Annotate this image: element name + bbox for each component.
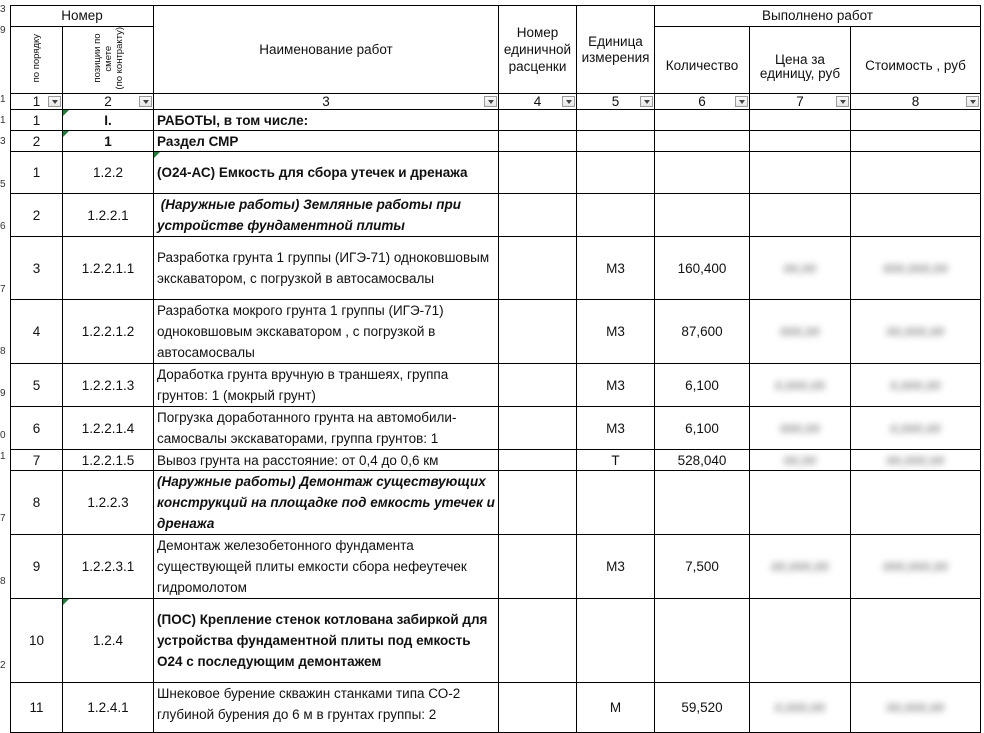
table-row[interactable] [11,152,981,194]
cell-price[interactable] [750,237,851,300]
cell-rascenka[interactable] [499,364,577,407]
col-number-cell[interactable] [499,94,577,110]
cell-name[interactable]: (ПОС) Крепление стенок котлована забиркой для устройства фундаментной плиты под емкость О24 с последующим демонтажем [154,599,499,683]
cell-n[interactable]: 2 [11,194,63,237]
cell-unit[interactable] [577,194,655,237]
cell-cost[interactable] [851,237,981,300]
table-row[interactable] [11,300,981,364]
cell-n[interactable]: 1 [11,110,63,131]
redacted-value: ##,###,## [771,559,829,574]
redacted-value: ##,## [783,452,817,468]
col-number-cell[interactable] [655,94,750,110]
cell-cost[interactable] [851,471,981,535]
redacted-value: ##,## [783,260,817,276]
cell-name[interactable]: Раздел СМР [154,131,499,152]
cell-qty[interactable]: 6,100 [655,364,750,407]
row-header[interactable]: 1 [0,94,6,105]
cell-rascenka[interactable] [499,535,577,599]
cell-n[interactable]: 7 [11,450,63,471]
cell-name[interactable]: Погрузка доработанного грунта на автомобили-самосвалы экскаваторами, группа грунтов: 1 [154,407,499,450]
col-number-cell[interactable] [577,94,655,110]
cell-qty[interactable]: 7,500 [655,535,750,599]
header-naimenovanie[interactable]: Наименование работ [154,6,499,94]
cell-rascenka[interactable] [499,599,577,683]
cell-name[interactable]: Доработка грунта вручную в траншеях, группа грунтов: 1 (мокрый грунт) [154,364,499,407]
cell-name[interactable]: (О24-АС) Емкость для сбора утечек и дренажа [154,152,499,194]
cell-n[interactable]: 9 [11,535,63,599]
cell-qty[interactable] [655,152,750,194]
cell-unit[interactable] [577,471,655,535]
cell-pos[interactable]: 1.2.2.1.2 [63,300,154,364]
cell-cost[interactable] [851,683,981,733]
cell-rascenka[interactable] [499,450,577,471]
row-header[interactable]: 9 [0,388,6,399]
cell-pos[interactable]: 1.2.2.3 [63,471,154,535]
table-row[interactable] [11,364,981,407]
redacted-value: ###,## [780,324,820,339]
cell-n[interactable]: 11 [11,683,63,733]
cell-name[interactable]: Вывоз грунта на расстояние: от 0,4 до 0,6 км [154,450,499,471]
row-header[interactable]: 1 [0,451,6,462]
cell-n[interactable]: 6 [11,407,63,450]
cell-unit[interactable] [577,599,655,683]
cell-name[interactable]: Разработка мокрого грунта 1 группы (ИГЭ-71) одноковшовым экскаватором , с погрузкой в автосамосвалы [154,300,499,364]
table-row[interactable] [11,194,981,237]
col-number: 4 [533,94,542,109]
header-cena[interactable]: Цена за единицу, руб [750,27,851,94]
col-number: 3 [322,94,330,109]
row-header[interactable]: 8 [0,346,6,357]
cell-rascenka[interactable] [499,131,577,152]
cell-qty[interactable]: 6,100 [655,407,750,450]
cell-rascenka[interactable] [499,471,577,535]
cell-price[interactable] [750,535,851,599]
cell-price[interactable] [750,194,851,237]
row-header[interactable]: 8 [0,576,6,587]
table-row[interactable] [11,407,981,450]
row-header[interactable]: 5 [0,179,6,190]
cell-unit[interactable]: М3 [577,364,655,407]
cell-name[interactable]: РАБОТЫ, в том числе: [154,110,499,131]
cell-price[interactable] [750,471,851,535]
header-po-poryadku[interactable]: по порядку [11,27,63,94]
cell-cost[interactable] [851,599,981,683]
filter-dropdown-icon[interactable] [139,96,152,107]
row-header[interactable]: 0 [0,430,6,441]
cell-n[interactable]: 10 [11,599,63,683]
cell-qty[interactable] [655,131,750,152]
cell-qty[interactable] [655,471,750,535]
cell-unit[interactable]: М [577,683,655,733]
col-number-cell[interactable] [154,94,499,110]
cell-cost[interactable] [851,131,981,152]
row-header[interactable]: 2 [0,660,6,671]
cell-unit[interactable]: М3 [577,300,655,364]
cell-cost[interactable] [851,152,981,194]
row-header[interactable]: 9 [0,25,6,36]
cell-pos[interactable]: 1.2.4.1 [63,683,154,733]
cell-cost[interactable] [851,535,981,599]
table-row[interactable] [11,131,981,152]
header-edinica[interactable]: Единица измерения [577,6,655,94]
cell-pos[interactable]: 1.2.2 [63,152,154,194]
works-table [10,5,981,733]
header-kolichestvo[interactable]: Количество [655,27,750,94]
cell-name[interactable]: Демонтаж железобетонного фундамента существующей плиты емкости сбора нефеутечек гидромолотом [154,535,499,599]
redacted-value: ###,###,## [882,260,949,276]
col-number: 8 [911,94,920,109]
filter-dropdown-icon[interactable] [640,96,653,107]
col-number: 1 [32,94,41,109]
table-row[interactable] [11,237,981,300]
cell-unit[interactable] [577,131,655,152]
col-number: 6 [698,94,706,109]
cell-pos[interactable]: 1.2.2.1 [63,194,154,237]
cell-price[interactable] [750,450,851,471]
cell-qty[interactable] [655,194,750,237]
cell-price[interactable] [750,300,851,364]
table-row[interactable] [11,110,981,131]
cell-rascenka[interactable] [499,194,577,237]
row-header[interactable]: 1 [0,115,6,126]
header-pozicii[interactable]: позиции по смете (по контракту) [63,27,154,94]
col-number-cell[interactable] [750,94,851,110]
redacted-value: ###,###,## [882,559,949,574]
cell-pos[interactable]: 1.2.2.1.1 [63,237,154,300]
filter-dropdown-icon[interactable] [836,96,849,107]
cell-n[interactable]: 1 [11,152,63,194]
filter-dropdown-icon[interactable] [966,96,979,107]
cell-n[interactable]: 4 [11,300,63,364]
redacted-value: ##,###,## [886,324,945,339]
cell-pos[interactable]: I. [63,110,154,131]
col-number-cell[interactable] [851,94,981,110]
cell-cost[interactable] [851,194,981,237]
table-row[interactable] [11,535,981,599]
table-row[interactable] [11,599,981,683]
col-number-cell[interactable] [11,94,63,110]
cell-name[interactable]: Шнековое бурение скважин станками типа СО-2 глубиной бурения до 6 м в грунтах группы: 2 [154,683,499,733]
row-header[interactable]: 6 [0,221,6,232]
redacted-value: #,###,## [890,420,941,436]
cell-pos[interactable]: 1 [63,131,154,152]
cell-price[interactable] [750,110,851,131]
cell-qty[interactable]: 160,400 [655,237,750,300]
redacted-value: ##,###,## [886,700,945,715]
cell-cost[interactable] [851,300,981,364]
cell-pos[interactable]: 1.2.4 [63,599,154,683]
cell-cost[interactable] [851,364,981,407]
cell-pos[interactable]: 1.2.2.1.4 [63,407,154,450]
col-number-cell[interactable] [63,94,154,110]
cell-pos[interactable]: 1.2.2.1.5 [63,450,154,471]
cell-qty[interactable]: 59,520 [655,683,750,733]
header-vypolneno[interactable]: Выполнено работ [655,6,981,27]
redacted-value: #,###,## [890,377,941,393]
cell-name[interactable]: (Наружные работы) Демонтаж существующих конструкций на площадке под емкость утечек и дренажа [154,471,499,535]
redacted-value: ##,###,## [886,452,945,468]
cell-unit[interactable]: М3 [577,535,655,599]
cell-unit[interactable]: Т [577,450,655,471]
cell-rascenka[interactable] [499,110,577,131]
cell-n[interactable]: 3 [11,237,63,300]
cell-qty[interactable]: 528,040 [655,450,750,471]
cell-price[interactable] [750,364,851,407]
col-number: 5 [611,94,620,109]
cell-rascenka[interactable] [499,237,577,300]
cell-cost[interactable] [851,450,981,471]
cell-qty[interactable] [655,110,750,131]
cell-name[interactable]: (Наружные работы) Земляные работы при устройстве фундаментной плиты [154,194,499,237]
header-nomer-rascenki[interactable]: Номер единичной расценки [499,6,577,94]
header-stoimost[interactable]: Стоимость , руб [851,27,981,94]
redacted-value: #,###,## [774,377,826,393]
cell-price[interactable] [750,407,851,450]
cell-name[interactable]: Разработка грунта 1 группы (ИГЭ-71) одноковшовым экскаватором, с погрузкой в автосамосвалы [154,237,499,300]
redacted-value: ###,## [780,420,820,436]
cell-pos[interactable]: 1.2.2.3.1 [63,535,154,599]
cell-cost[interactable] [851,110,981,131]
table-row[interactable] [11,471,981,535]
cell-unit[interactable]: М3 [577,407,655,450]
cell-qty[interactable] [655,599,750,683]
row-header[interactable]: 3 [0,136,6,147]
row-header[interactable]: 7 [0,513,6,524]
cell-price[interactable] [750,152,851,194]
cell-n[interactable]: 8 [11,471,63,535]
col-number: 7 [796,94,804,109]
cell-price[interactable] [750,599,851,683]
table-row[interactable] [11,450,981,471]
cell-price[interactable] [750,683,851,733]
cell-unit[interactable] [577,152,655,194]
row-header[interactable]: 3 [0,4,6,15]
cell-pos[interactable]: 1.2.2.1.3 [63,364,154,407]
cell-qty[interactable]: 87,600 [655,300,750,364]
cell-n[interactable]: 2 [11,131,63,152]
header-nomer[interactable]: Номер [11,6,154,27]
cell-rascenka[interactable] [499,683,577,733]
cell-n[interactable]: 5 [11,364,63,407]
filter-dropdown-icon[interactable] [48,96,61,107]
filter-dropdown-icon[interactable] [562,96,575,107]
row-header[interactable]: 7 [0,284,6,295]
cell-unit[interactable] [577,110,655,131]
cell-cost[interactable] [851,407,981,450]
cell-price[interactable] [750,131,851,152]
redacted-value: #,###,## [774,700,826,715]
cell-rascenka[interactable] [499,407,577,450]
filter-dropdown-icon[interactable] [735,96,748,107]
cell-rascenka[interactable] [499,152,577,194]
table-row[interactable] [11,683,981,733]
cell-unit[interactable]: М3 [577,237,655,300]
cell-rascenka[interactable] [499,300,577,364]
filter-dropdown-icon[interactable] [484,96,497,107]
col-number: 2 [104,94,112,109]
